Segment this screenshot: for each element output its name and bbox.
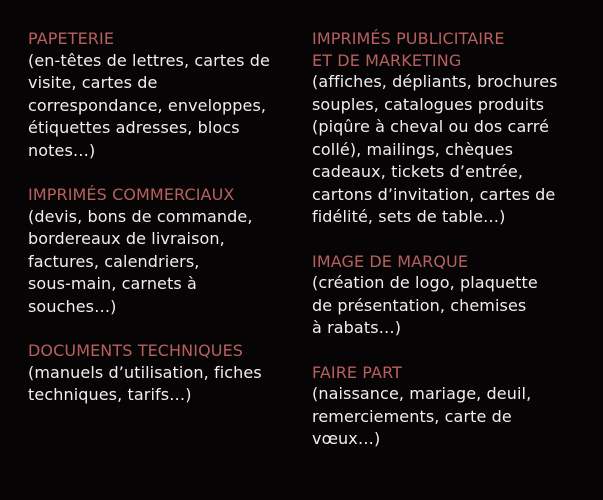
description-line: visite, cartes de bbox=[28, 73, 158, 92]
description-line: (en-têtes de lettres, cartes de bbox=[28, 50, 270, 70]
description-line: (création de logo, plaquette bbox=[312, 273, 538, 292]
section-heading bbox=[312, 251, 597, 273]
section-heading bbox=[312, 28, 597, 71]
section-imprimes-commerciaux bbox=[28, 184, 293, 318]
description-line: étiquettes adresses, blocs bbox=[28, 118, 240, 137]
heading-line: PAPETERIE bbox=[28, 29, 115, 48]
description-line: collé), mailings, chèques bbox=[312, 139, 514, 159]
description-line: (manuels d’utilisation, fiches bbox=[28, 362, 262, 382]
section-heading bbox=[28, 184, 293, 206]
heading-line: DOCUMENTS TECHNIQUES bbox=[28, 341, 244, 360]
description-line: remerciements, carte de bbox=[312, 406, 512, 426]
description-line: (piqûre à cheval ou dos carré bbox=[312, 117, 550, 136]
section-papeterie bbox=[28, 28, 293, 162]
heading-line: ET DE MARKETING bbox=[312, 50, 462, 70]
section-description bbox=[312, 272, 597, 340]
description-line: sous-main, carnets à bbox=[28, 274, 197, 293]
section-description bbox=[312, 71, 597, 229]
description-line: souples, catalogues produits bbox=[312, 94, 545, 114]
section-documents-techniques bbox=[28, 340, 293, 407]
description-line: vœux…) bbox=[312, 429, 381, 448]
section-image-de-marque bbox=[312, 251, 597, 340]
description-line: à rabats…) bbox=[312, 318, 402, 337]
description-line: bordereaux de livraison, bbox=[28, 229, 225, 248]
description-line: (devis, bons de commande, bbox=[28, 206, 253, 226]
description-line: (naissance, mariage, deuil, bbox=[312, 384, 532, 403]
heading-line: FAIRE PART bbox=[312, 362, 403, 382]
description-line: de présentation, chemises bbox=[312, 295, 527, 315]
section-description bbox=[28, 362, 293, 407]
description-line: cartons d’invitation, cartes de bbox=[312, 184, 556, 204]
description-line: techniques, tarifs…) bbox=[28, 385, 192, 404]
description-line: notes…) bbox=[28, 140, 96, 160]
section-heading bbox=[312, 362, 597, 384]
description-line: cadeaux, tickets d’entrée, bbox=[312, 162, 524, 181]
section-faire-part bbox=[312, 362, 597, 451]
section-imprimes-publicitaire bbox=[312, 28, 597, 229]
description-line: factures, calendriers, bbox=[28, 251, 200, 271]
right-column bbox=[312, 28, 597, 473]
heading-line: IMPRIMÉS PUBLICITAIRE bbox=[312, 29, 505, 48]
description-line: souches…) bbox=[28, 296, 117, 316]
section-description bbox=[312, 383, 597, 451]
heading-line: IMAGE DE MARQUE bbox=[312, 251, 469, 271]
description-line: (affiches, dépliants, brochures bbox=[312, 72, 558, 91]
heading-line: IMPRIMÉS COMMERCIAUX bbox=[28, 185, 235, 204]
section-description bbox=[28, 206, 293, 319]
left-column bbox=[28, 28, 293, 429]
section-heading bbox=[28, 340, 293, 362]
section-heading bbox=[28, 28, 293, 50]
section-description bbox=[28, 50, 293, 163]
description-line: fidélité, sets de table…) bbox=[312, 207, 506, 226]
description-line: correspondance, enveloppes, bbox=[28, 95, 267, 115]
